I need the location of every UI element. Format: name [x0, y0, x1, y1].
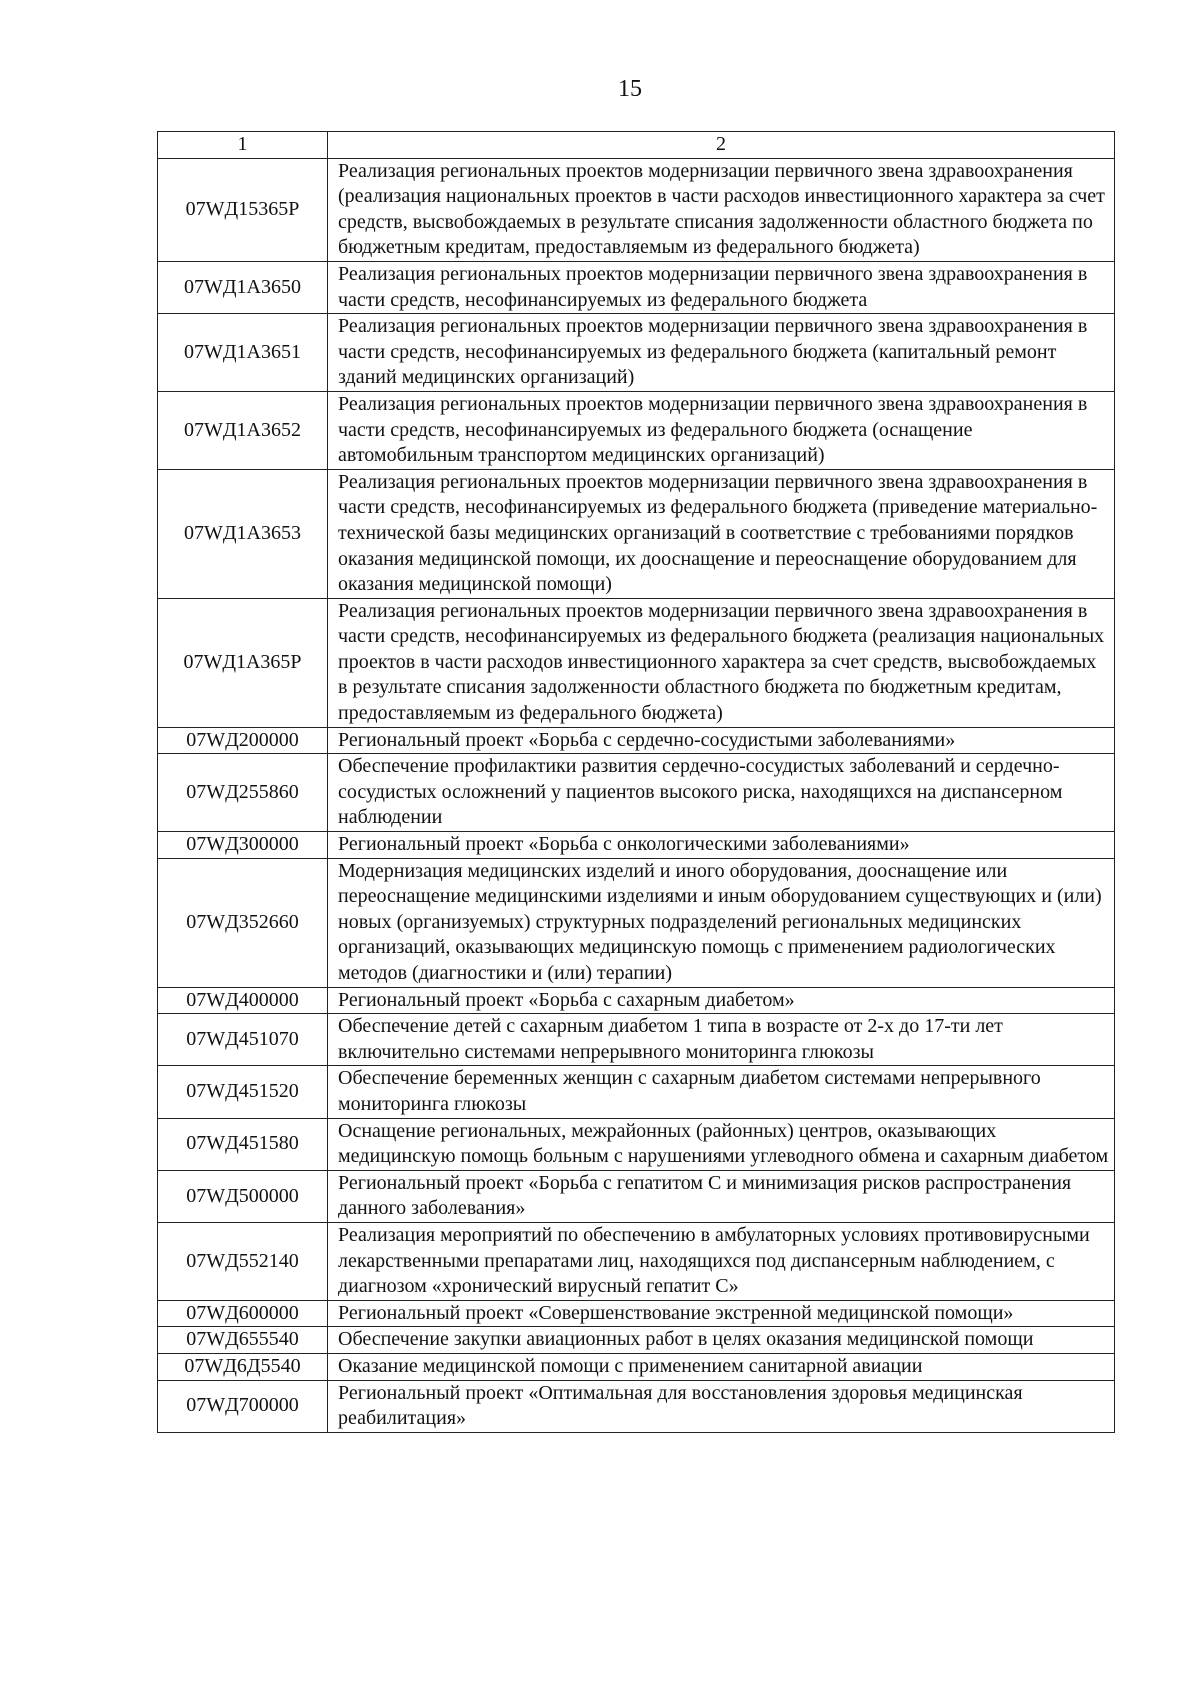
row-description: Модернизация медицинских изделий и иного оборудования, дооснащение или переоснащение медицинскими изделиями и иным оборудованием существующих и (или) новых (организуемых) структурных подразделений региональных медицинских организаций, оказывающих медицинскую помощь с применением радиологических методов (диагностики и (или) терапии) [328, 858, 1115, 987]
row-description: Реализация региональных проектов модернизации первичного звена здравоохранения в части средств, несофинансируемых из федерального бюджета (реализация национальных проектов в части расходов инвестиционного характера за счет средств, высвобождаемых в результате списания задолженности областного бюджета по бюджетным кредитам, предоставляемым из федерального бюджета) [328, 598, 1115, 727]
row-description: Реализация мероприятий по обеспечению в амбулаторных условиях противовирусными лекарственными препаратами лиц, находящихся под диспансерным наблюдением, с диагнозом «хронический вирусный гепатит С» [328, 1222, 1115, 1300]
row-description: Региональный проект «Борьба с сахарным диабетом» [328, 987, 1115, 1014]
row-code: 07WД1A3652 [158, 391, 328, 469]
row-code: 07WД352660 [158, 858, 328, 987]
table-row [158, 391, 1115, 469]
table-header-row [158, 132, 1115, 159]
row-code: 07WД1A365P [158, 598, 328, 727]
row-description: Оснащение региональных, межрайонных (районных) центров, оказывающих медицинскую помощь больным с нарушениями углеводного обмена и сахарным диабетом [328, 1118, 1115, 1170]
row-code: 07WД6Д5540 [158, 1353, 328, 1380]
row-code: 07WД451520 [158, 1066, 328, 1118]
row-code: 07WД1A3653 [158, 469, 328, 598]
row-code: 07WД600000 [158, 1300, 328, 1327]
row-description: Реализация региональных проектов модернизации первичного звена здравоохранения в части средств, несофинансируемых из федерального бюджета (оснащение автомобильным транспортом медицинских организаций) [328, 391, 1115, 469]
row-code: 07WД655540 [158, 1327, 328, 1354]
table-row [158, 1300, 1115, 1327]
row-code: 07WД1A3651 [158, 314, 328, 392]
row-code: 07WД400000 [158, 987, 328, 1014]
row-description: Реализация региональных проектов модернизации первичного звена здравоохранения в части средств, несофинансируемых из федерального бюджета [328, 261, 1115, 313]
row-code: 07WД451580 [158, 1118, 328, 1170]
column-header-2: 2 [328, 132, 1115, 159]
table-row [158, 832, 1115, 859]
table-row [158, 987, 1115, 1014]
table-body [158, 158, 1115, 1432]
table-row [158, 469, 1115, 598]
row-description: Обеспечение закупки авиационных работ в целях оказания медицинской помощи [328, 1327, 1115, 1354]
row-code: 07WД15365P [158, 158, 328, 261]
table-row [158, 1118, 1115, 1170]
table-row [158, 1014, 1115, 1066]
row-description: Оказание медицинской помощи с применением санитарной авиации [328, 1353, 1115, 1380]
row-code: 07WД1A3650 [158, 261, 328, 313]
row-description: Обеспечение профилактики развития сердечно-сосудистых заболеваний и сердечно-сосудистых осложнений у пациентов высокого риска, находящихся на диспансерном наблюдении [328, 754, 1115, 832]
row-description: Региональный проект «Совершенствование экстренной медицинской помощи» [328, 1300, 1115, 1327]
table-row [158, 1170, 1115, 1222]
row-description: Региональный проект «Борьба с онкологическими заболеваниями» [328, 832, 1115, 859]
table-row [158, 858, 1115, 987]
table-row [158, 261, 1115, 313]
row-description: Региональный проект «Оптимальная для восстановления здоровья медицинская реабилитация» [328, 1380, 1115, 1432]
row-code: 07WД700000 [158, 1380, 328, 1432]
row-description: Реализация региональных проектов модернизации первичного звена здравоохранения (реализация национальных проектов в части расходов инвестиционного характера за счет средств, высвобождаемых в результате списания задолженности областного бюджета по бюджетным кредитам, предоставляемым из федерального бюджета) [328, 158, 1115, 261]
table-row [158, 1066, 1115, 1118]
row-code: 07WД552140 [158, 1222, 328, 1300]
row-description: Обеспечение беременных женщин с сахарным диабетом системами непрерывного мониторинга глюкозы [328, 1066, 1115, 1118]
row-code: 07WД255860 [158, 754, 328, 832]
row-code: 07WД200000 [158, 727, 328, 754]
table-row [158, 314, 1115, 392]
table-row [158, 158, 1115, 261]
table-row [158, 727, 1115, 754]
row-description: Реализация региональных проектов модернизации первичного звена здравоохранения в части средств, несофинансируемых из федерального бюджета (приведение материально-технической базы медицинских организаций в соответствие с требованиями порядков оказания медицинской помощи, их дооснащение и переоснащение оборудованием для оказания медицинской помощи) [328, 469, 1115, 598]
table-row [158, 1222, 1115, 1300]
row-description: Обеспечение детей с сахарным диабетом 1 типа в возрасте от 2-х до 17-ти лет включительно системами непрерывного мониторинга глюкозы [328, 1014, 1115, 1066]
row-code: 07WД500000 [158, 1170, 328, 1222]
table-row [158, 1353, 1115, 1380]
row-code: 07WД451070 [158, 1014, 328, 1066]
row-description: Региональный проект «Борьба с гепатитом С и минимизация рисков распространения данного заболевания» [328, 1170, 1115, 1222]
budget-classification-table [157, 131, 1115, 1433]
table-row [158, 754, 1115, 832]
row-code: 07WД300000 [158, 832, 328, 859]
table-row [158, 1327, 1115, 1354]
page-number: 15 [618, 76, 642, 102]
column-header-1: 1 [158, 132, 328, 159]
row-description: Региональный проект «Борьба с сердечно-сосудистыми заболеваниями» [328, 727, 1115, 754]
table-row [158, 598, 1115, 727]
table-row [158, 1380, 1115, 1432]
row-description: Реализация региональных проектов модернизации первичного звена здравоохранения в части средств, несофинансируемых из федерального бюджета (капитальный ремонт зданий медицинских организаций) [328, 314, 1115, 392]
